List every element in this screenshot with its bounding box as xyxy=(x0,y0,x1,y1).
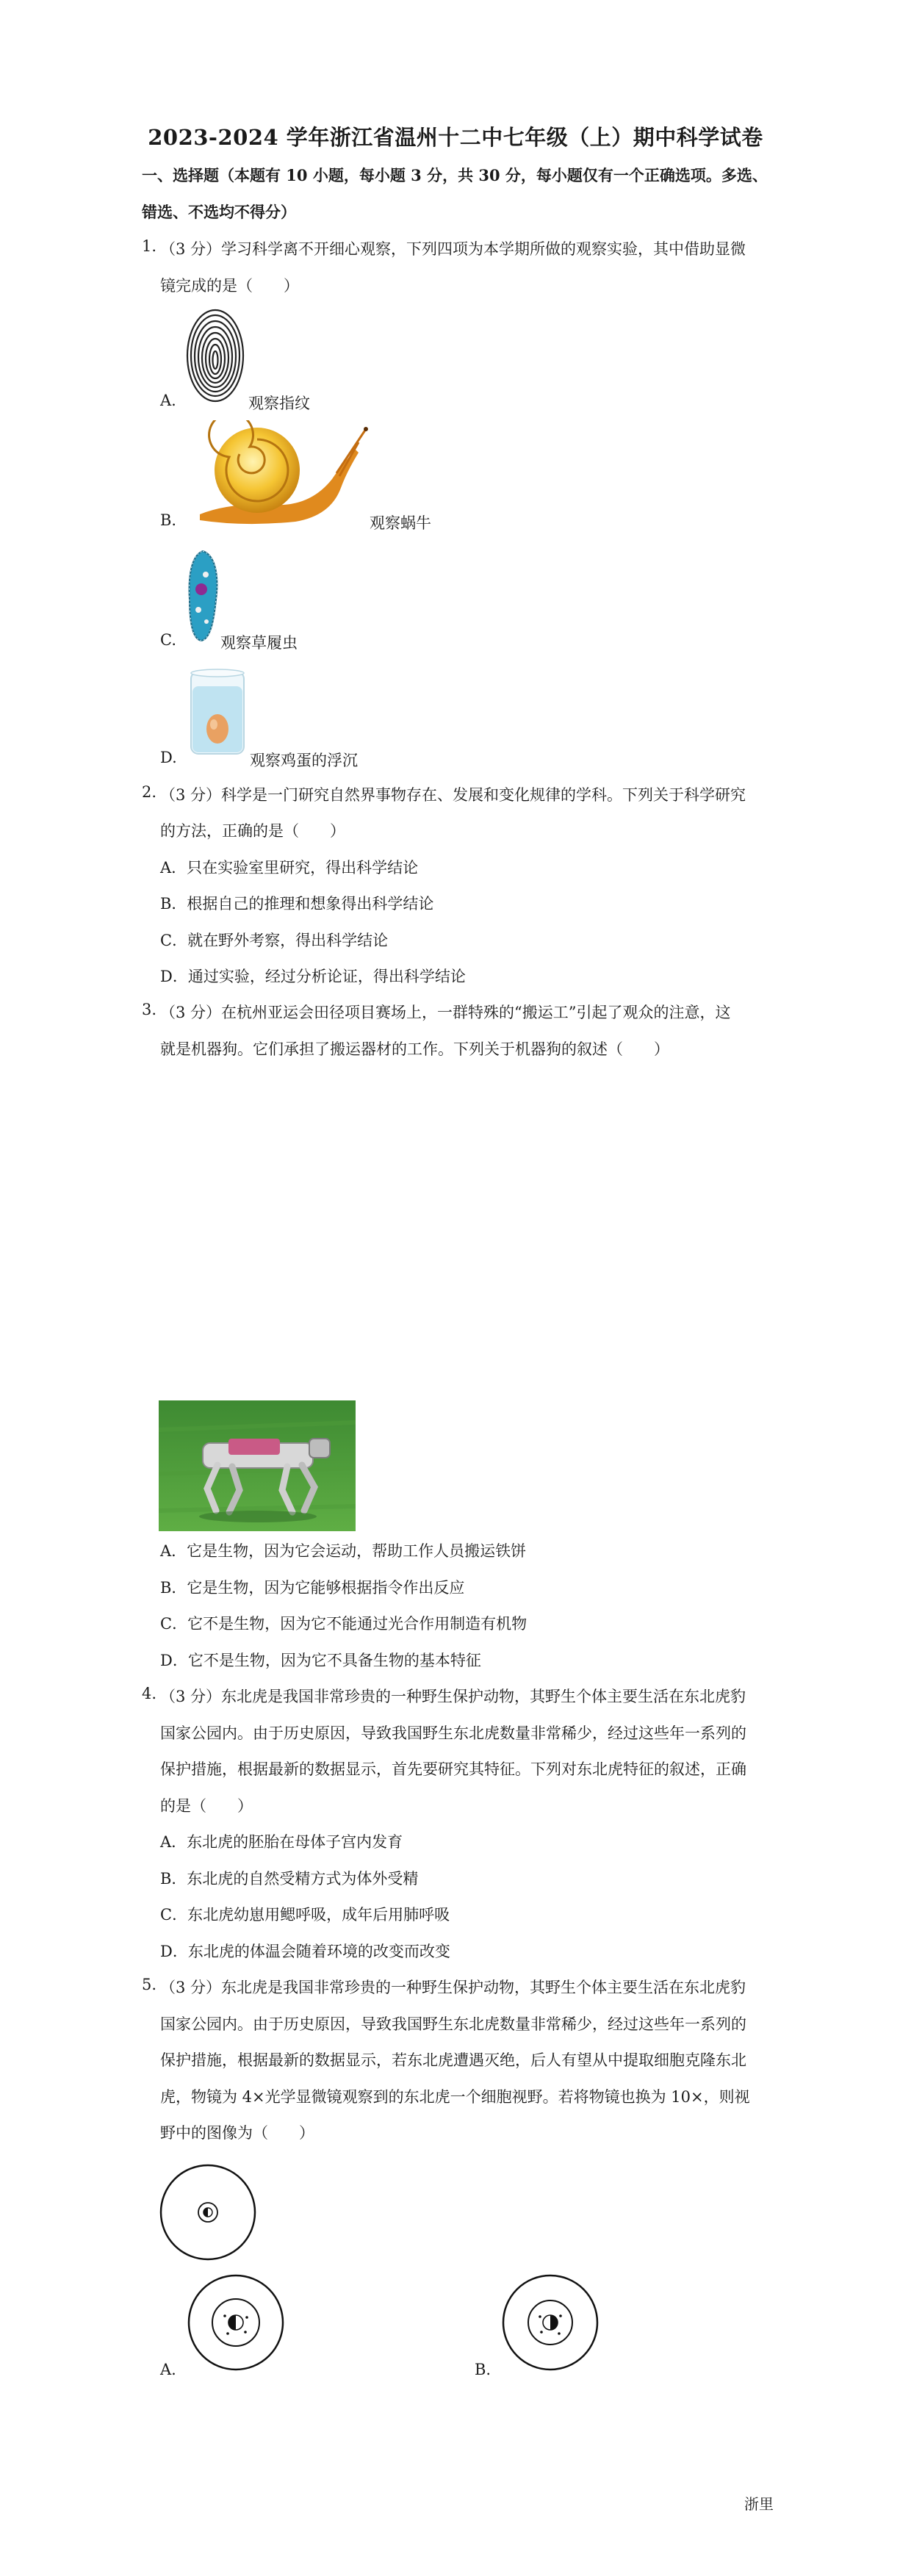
question-number: 5. xyxy=(142,1976,157,1993)
option-d: D．它不是生物，因为它不具备生物的基本特征 xyxy=(160,1652,481,1669)
question-text: 野中的图像为（ ） xyxy=(160,2124,314,2142)
question-text: 就是机器狗。它们承担了搬运器材的工作。下列关于机器狗的叙述（ ） xyxy=(160,1040,669,1058)
question-number: 1. xyxy=(142,237,157,255)
option-text: 观察蜗牛 xyxy=(370,514,431,532)
question-number: 3. xyxy=(142,1001,157,1018)
option-b-label: B. xyxy=(475,2361,491,2378)
question-text: 保护措施，根据最新的数据显示，若东北虎遭遇灭绝，后人有望从中提取细胞克隆东北 xyxy=(160,2051,746,2069)
page-title: 2023-2024 学年浙江省温州十二中七年级（上）期中科学试卷 xyxy=(148,125,763,150)
question-text: 国家公园内。由于历史原因，导致我国野生东北虎数量非常稀少，经过这些年一系列的 xyxy=(160,2015,746,2033)
option-d: D．通过实验，经过分析论证，得出科学结论 xyxy=(160,968,466,985)
option-text: 观察指纹 xyxy=(248,395,310,412)
section-heading: 一、选择题（本题有 10 小题，每小题 3 分，共 30 分，每小题仅有一个正确选项。多选、 xyxy=(142,166,768,184)
microscope-field-option-b xyxy=(501,2273,599,2372)
question-text: （3 分）东北虎是我国非常珍贵的一种野生保护动物，其野生个体主要生活在东北虎豹 xyxy=(160,1979,746,1996)
option-c: C．东北虎幼崽用鳃呼吸，成年后用肺呼吸 xyxy=(160,1906,450,1924)
snail-image xyxy=(185,420,369,530)
question-text: 保护措施，根据最新的数据显示，首先要研究其特征。下列对东北虎特征的叙述，正确 xyxy=(160,1760,746,1778)
option-a: A．它是生物，因为它会运动，帮助工作人员搬运铁饼 xyxy=(160,1542,527,1560)
microscope-field-option-a xyxy=(187,2273,285,2372)
option-c: C．就在野外考察，得出科学结论 xyxy=(160,932,389,949)
option-b: B．东北虎的自然受精方式为体外受精 xyxy=(160,1870,419,1888)
option-a: A．东北虎的胚胎在母体子宫内发育 xyxy=(160,1833,403,1851)
option-b: B．根据自己的推理和想象得出科学结论 xyxy=(160,895,434,913)
question-text: （3 分）学习科学离不开细心观察，下列四项为本学期所做的观察实验，其中借助显微 xyxy=(160,240,746,258)
robot-dog-image xyxy=(159,1400,356,1531)
option-a: A．只在实验室里研究，得出科学结论 xyxy=(160,859,419,877)
question-number: 2. xyxy=(142,783,157,801)
option-label: B. xyxy=(160,511,177,529)
option-a-label: A. xyxy=(160,2361,176,2378)
page-footer: 浙里 xyxy=(744,2495,774,2513)
option-text: 观察草履虫 xyxy=(220,634,298,652)
option-label: C. xyxy=(160,631,176,649)
question-text: （3 分）东北虎是我国非常珍贵的一种野生保护动物，其野生个体主要生活在东北虎豹 xyxy=(160,1688,746,1705)
question-text: 国家公园内。由于历史原因，导致我国野生东北虎数量非常稀少，经过这些年一系列的 xyxy=(160,1724,746,1742)
microscope-field-reference xyxy=(159,2163,257,2262)
question-text: （3 分）科学是一门研究自然界事物存在、发展和变化规律的学科。下列关于科学研究 xyxy=(160,786,746,804)
option-b: B．它是生物，因为它能够根据指令作出反应 xyxy=(160,1579,465,1597)
option-c: C．它不是生物，因为它不能通过光合作用制造有机物 xyxy=(160,1615,527,1633)
question-text: 虎，物镜为 4×光学显微镜观察到的东北虎一个细胞视野。若将物镜也换为 10×，则视 xyxy=(160,2088,750,2106)
question-number: 4. xyxy=(142,1685,157,1702)
section-heading-cont: 错选、不选均不得分） xyxy=(142,203,296,221)
option-d: D．东北虎的体温会随着环境的改变而改变 xyxy=(160,1943,450,1960)
paramecium-image xyxy=(184,548,222,644)
question-text: 的方法，正确的是（ ） xyxy=(160,822,345,840)
question-text: 镜完成的是（ ） xyxy=(160,277,299,295)
option-label: D. xyxy=(160,749,177,766)
egg-beaker-image xyxy=(188,667,247,759)
fingerprint-image xyxy=(185,307,245,404)
question-text: （3 分）在杭州亚运会田径项目赛场上，一群特殊的“搬运工”引起了观众的注意，这 xyxy=(160,1004,731,1021)
option-text: 观察鸡蛋的浮沉 xyxy=(250,752,358,769)
option-label: A. xyxy=(160,392,176,409)
question-text: 的是（ ） xyxy=(160,1797,253,1815)
